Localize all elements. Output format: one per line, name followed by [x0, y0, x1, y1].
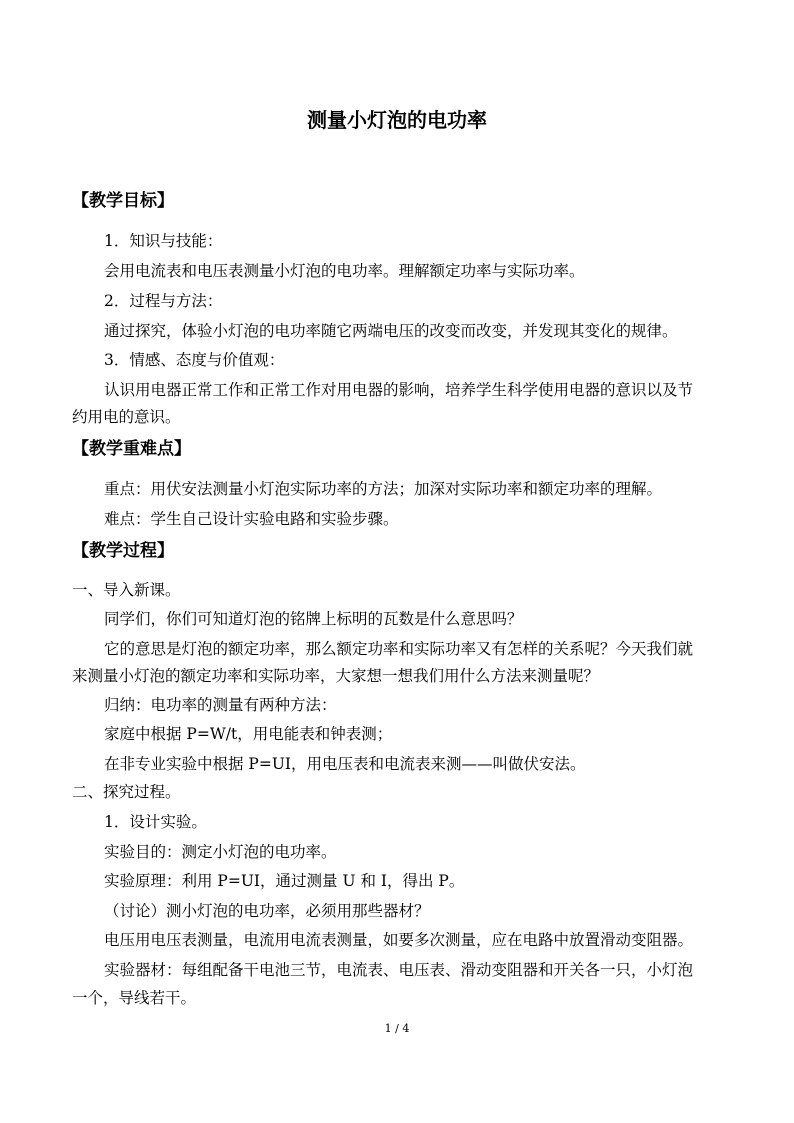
page-number: 1 / 4 — [384, 1022, 410, 1035]
heading-teaching-goals: 【教学目标】 — [72, 191, 174, 211]
section1-paragraph2-line2: 来测量小灯泡的额定功率和实际功率，大家想一想我们用什么方法来测量呢？ — [72, 667, 600, 685]
section1-paragraph5: 在非专业实验中根据 P=UI，用电压表和电流表来测——叫做伏安法。 — [104, 755, 586, 773]
key-point: 重点：用伏安法测量小灯泡实际功率的方法；加深对实际功率和额定功率的理解。 — [104, 480, 663, 498]
section2-paragraph5: 电压用电压表测量，电流用电流表测量，如要多次测量，应在电路中放置滑动变阻器。 — [104, 931, 694, 949]
goal2-text: 通过探究，体验小灯泡的电功率随它两端电压的改变而改变，并发现其变化的规律。 — [104, 322, 678, 340]
goal1-text: 会用电流表和电压表测量小灯泡的电功率。理解额定功率与实际功率。 — [104, 262, 585, 280]
section1-paragraph4: 家庭中根据 P=W/t，用电能表和钟表测； — [104, 725, 393, 743]
heading-key-difficult-points: 【教学重难点】 — [72, 439, 191, 459]
document-title: 测量小灯泡的电功率 — [307, 108, 487, 132]
goal3-title: 3．情感、态度与价值观： — [104, 351, 285, 369]
section2-paragraph6-line1: 实验器材：每组配备干电池三节，电流表、电压表、滑动变阻器和开关各一只，小灯泡 — [104, 961, 694, 979]
section2-paragraph2: 实验目的：测定小灯泡的电功率。 — [104, 843, 337, 861]
section2-title: 二、探究过程。 — [72, 783, 181, 801]
section2-paragraph6-line2: 一个，导线若干。 — [72, 989, 197, 1007]
goal1-title: 1．知识与技能： — [104, 232, 223, 250]
difficult-point: 难点：学生自己设计实验电路和实验步骤。 — [104, 510, 399, 528]
goal3-text-line1: 认识用电器正常工作和正常工作对用电器的影响，培养学生科学使用电器的意识以及节 — [104, 381, 694, 399]
heading-teaching-process: 【教学过程】 — [72, 541, 174, 561]
goal2-title: 2．过程与方法： — [104, 292, 223, 310]
section2-paragraph3: 实验原理：利用 P=UI，通过测量 U 和 I，得出 P。 — [104, 872, 465, 890]
section1-paragraph2-line1: 它的意思是灯泡的额定功率，那么额定功率和实际功率又有怎样的关系呢？今天我们就 — [104, 640, 694, 658]
section1-paragraph1: 同学们，你们可知道灯泡的铭牌上标明的瓦数是什么意思吗？ — [104, 610, 523, 628]
goal3-text-line2: 约用电的意识。 — [72, 408, 181, 426]
section2-paragraph4: （讨论）测小灯泡的电功率，必须用那些器材？ — [104, 902, 430, 920]
section1-title: 一、导入新课。 — [72, 581, 181, 599]
section1-paragraph3: 归纳：电功率的测量有两种方法： — [104, 696, 337, 714]
section2-paragraph1: 1．设计实验。 — [104, 813, 207, 831]
